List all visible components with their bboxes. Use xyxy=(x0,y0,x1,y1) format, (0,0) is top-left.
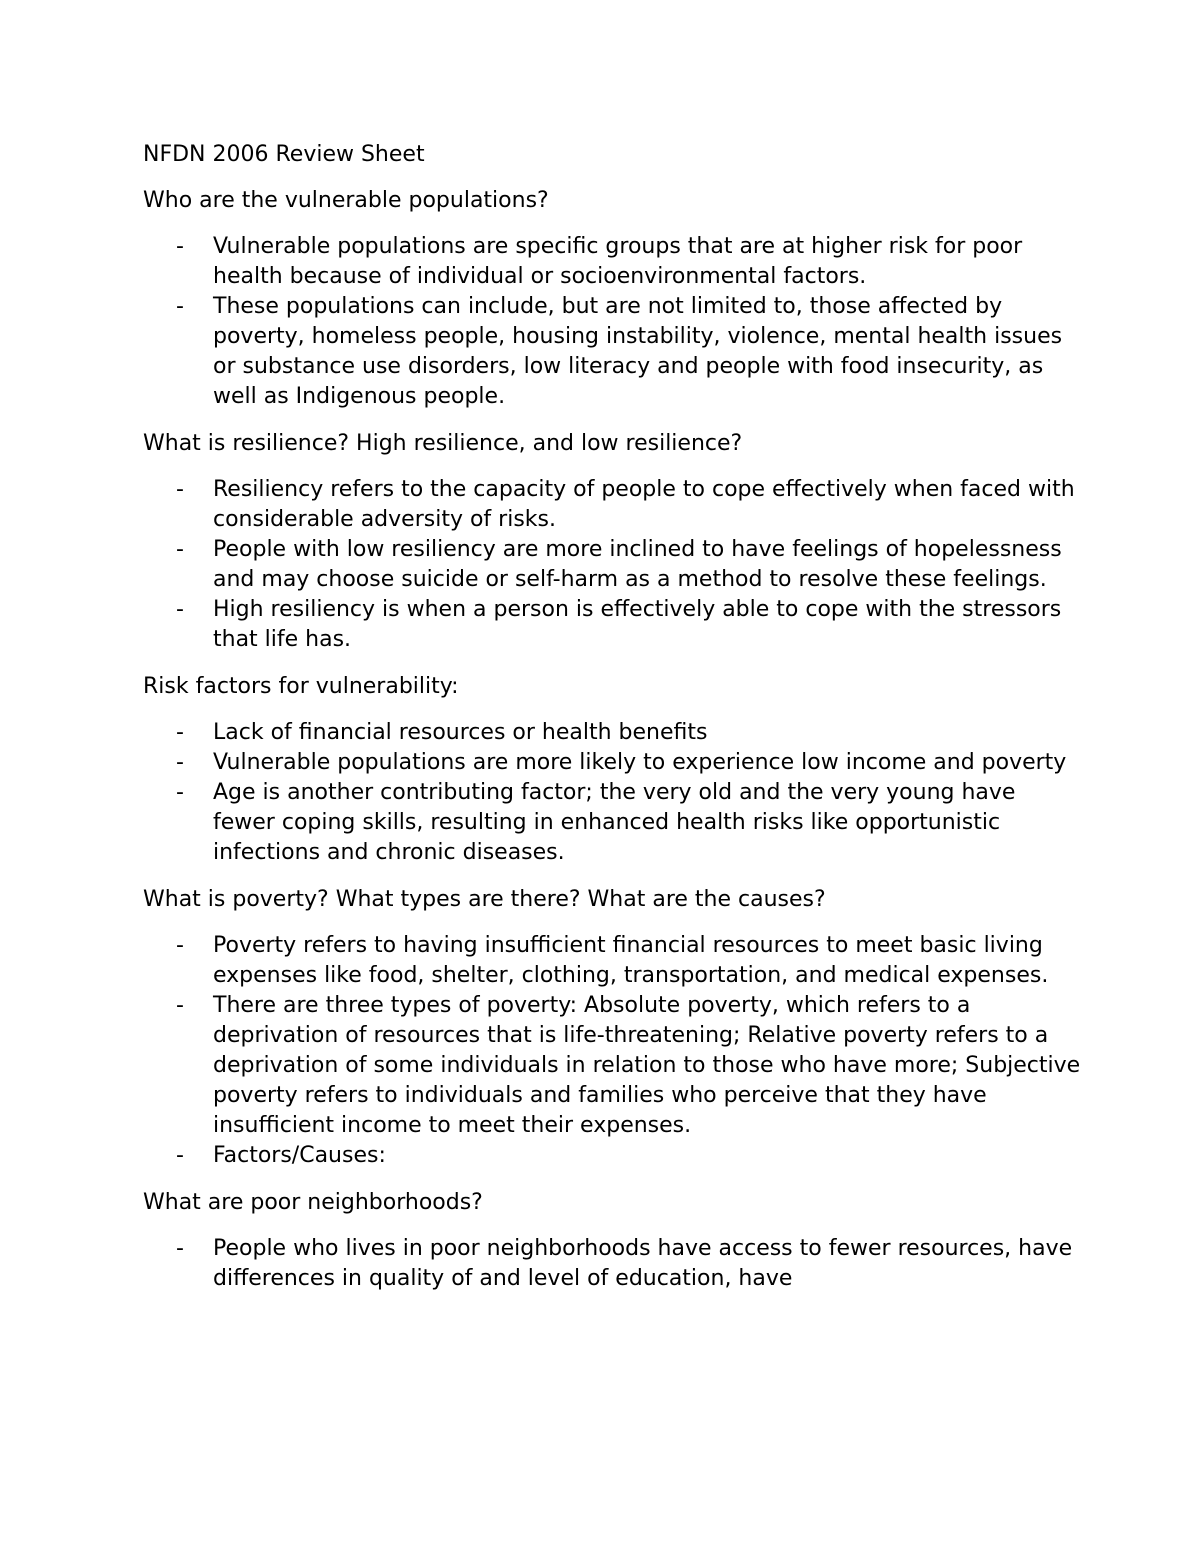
bullet-text: Vulnerable populations are specific groups that are at higher risk for poor health because of individual or socioenvironmental factors. xyxy=(213,234,1023,289)
dash-marker: - xyxy=(176,537,184,562)
bullet-item xyxy=(143,292,1083,412)
bullet-text: Vulnerable populations are more likely to experience low income and poverty xyxy=(213,750,1067,775)
section-poor-neighborhoods xyxy=(143,1188,1083,1294)
bullet-item xyxy=(143,232,1083,292)
section-vulnerable-populations xyxy=(143,186,1083,412)
bullet-text: There are three types of poverty: Absolute poverty, which refers to a deprivation of resources that is life-threatening; Relative poverty refers to a deprivation of some individuals in relation to those who have more; Subjective poverty refers to individuals and families who perceive that they have insufficient income to meet their expenses. xyxy=(213,993,1081,1138)
bullet-item xyxy=(143,1234,1083,1294)
bullet-list xyxy=(143,475,1083,655)
bullet-list xyxy=(143,718,1083,868)
dash-marker: - xyxy=(176,1143,184,1168)
section-question: Risk factors for vulnerability: xyxy=(143,674,459,699)
bullet-item xyxy=(143,595,1083,655)
bullet-text: High resiliency is when a person is effectively able to cope with the stressors that life has. xyxy=(213,597,1062,652)
bullet-list xyxy=(143,1234,1083,1294)
bullet-item xyxy=(143,475,1083,535)
dash-marker: - xyxy=(176,234,184,259)
dash-marker: - xyxy=(176,597,184,622)
dash-marker: - xyxy=(176,1236,184,1261)
dash-marker: - xyxy=(176,720,184,745)
bullet-item xyxy=(143,931,1083,991)
bullet-text: Age is another contributing factor; the very old and the very young have fewer coping skills, resulting in enhanced health risks like opportunistic infections and chronic diseases. xyxy=(213,780,1016,865)
dash-marker: - xyxy=(176,780,184,805)
document-page xyxy=(143,140,1083,1311)
section-question: What is resilience? High resilience, and low resilience? xyxy=(143,431,743,456)
dash-marker: - xyxy=(176,294,184,319)
section-question: What are poor neighborhoods? xyxy=(143,1190,483,1215)
dash-marker: - xyxy=(176,933,184,958)
dash-marker: - xyxy=(176,477,184,502)
bullet-item xyxy=(143,535,1083,595)
bullet-item xyxy=(143,991,1083,1141)
section-question: Who are the vulnerable populations? xyxy=(143,188,549,213)
bullet-text: People with low resiliency are more inclined to have feelings of hopelessness and may choose suicide or self-harm as a method to resolve these feelings. xyxy=(213,537,1062,592)
bullet-item xyxy=(143,1141,1083,1171)
section-resilience xyxy=(143,429,1083,655)
bullet-list xyxy=(143,931,1083,1171)
bullet-text: These populations can include, but are not limited to, those affected by poverty, homeless people, housing instability, violence, mental health issues or substance use disorders, low literacy and people with food insecurity, as well as Indigenous people. xyxy=(213,294,1063,409)
bullet-list xyxy=(143,232,1083,412)
section-risk-factors xyxy=(143,672,1083,868)
bullet-text: Factors/Causes: xyxy=(213,1143,386,1168)
bullet-item xyxy=(143,778,1083,868)
section-poverty xyxy=(143,885,1083,1171)
section-question: What is poverty? What types are there? What are the causes? xyxy=(143,887,826,912)
dash-marker: - xyxy=(176,993,184,1018)
dash-marker: - xyxy=(176,750,184,775)
bullet-text: Lack of financial resources or health benefits xyxy=(213,720,708,745)
document-title: NFDN 2006 Review Sheet xyxy=(143,142,425,167)
bullet-item xyxy=(143,748,1083,778)
bullet-item xyxy=(143,718,1083,748)
bullet-text: Resiliency refers to the capacity of people to cope effectively when faced with considerable adversity of risks. xyxy=(213,477,1075,532)
bullet-text: People who lives in poor neighborhoods have access to fewer resources, have differences in quality of and level of education, have xyxy=(213,1236,1073,1291)
bullet-text: Poverty refers to having insufficient financial resources to meet basic living expenses like food, shelter, clothing, transportation, and medical expenses. xyxy=(213,933,1049,988)
